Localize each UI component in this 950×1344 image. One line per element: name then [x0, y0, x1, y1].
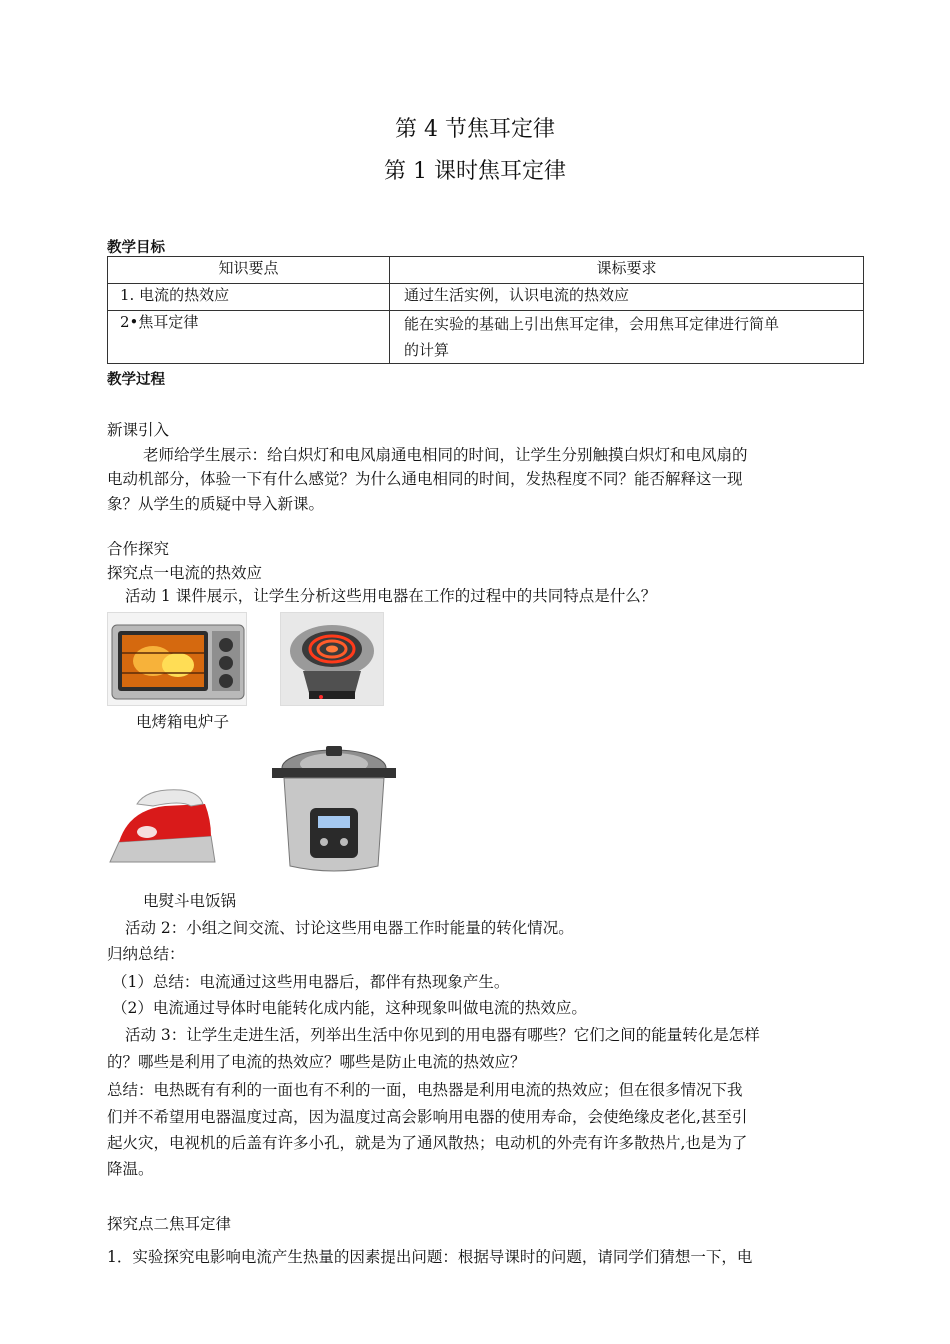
activity-3-cont: 的？哪些是利用了电流的热效应？哪些是防止电流的热效应？	[107, 1053, 526, 1071]
summary-2: （2）电流通过导体时电能转化成内能，这种现象叫做电流的热效应。	[112, 999, 587, 1017]
lesson-title: 第 1 课时焦耳定律	[384, 159, 566, 184]
goal-requirement: 通过生活实例，认识电流的热效应	[390, 284, 864, 311]
table-row	[108, 284, 864, 311]
goals-heading: 教学目标	[107, 240, 165, 256]
goals-table	[107, 256, 864, 364]
conclusion-line: 总结：电热既有有利的一面也有不利的一面，电热器是利用电流的热效应；但在很多情况下我	[107, 1081, 743, 1099]
intro-line: 电动机部分，体验一下有什么感觉？为什么通电相同的时间，发热程度不同？能否解释这一现	[107, 470, 743, 488]
goals-header-requirement: 课标要求	[390, 257, 864, 284]
goal-point: 1. 电流的热效应	[108, 284, 390, 311]
conclusion-line: 降温。	[107, 1160, 154, 1178]
activity-1: 活动 1 课件展示，让学生分析这些用电器在工作的过程中的共同特点是什么？	[125, 587, 657, 605]
goal-requirement: 能在实验的基础上引出焦耳定律，会用焦耳定律进行简单 的计算	[390, 311, 864, 364]
electric-stove-image	[280, 612, 384, 706]
explore-point-2: 探究点二焦耳定律	[107, 1215, 232, 1233]
activity-2: 活动 2：小组之间交流、讨论这些用电器工作时能量的转化情况。	[125, 919, 574, 937]
conclusion-line: 们并不希望用电器温度过高，因为温度过高会影响用电器的使用寿命，会使绝缘皮老化,甚至引	[107, 1108, 748, 1126]
rice-cooker-image	[268, 742, 400, 876]
goals-header-point: 知识要点	[108, 257, 390, 284]
electric-iron-image	[107, 776, 217, 872]
electric-oven-icon	[108, 613, 246, 705]
table-row	[108, 311, 864, 364]
electric-iron-icon	[107, 776, 217, 872]
explore-heading: 合作探究	[107, 540, 170, 558]
summary-1: （1）总结：电流通过这些用电器后，都伴有热现象产生。	[112, 973, 510, 991]
electric-oven-image	[107, 612, 247, 706]
caption-iron-cooker: 电熨斗电饭锅	[143, 892, 237, 910]
conclusion-line: 起火灾，电视机的后盖有许多小孔，就是为了通风散热；电动机的外壳有许多散热片,也是为了	[107, 1134, 748, 1152]
process-heading: 教学过程	[107, 372, 165, 388]
experiment-text: 1．实验探究电影响电流产生热量的因素提出问题：根据导课时的问题，请同学们猜想一下，电	[107, 1248, 753, 1266]
section-title: 第 4 节焦耳定律	[395, 117, 555, 142]
summary-heading: 归纳总结：	[107, 945, 185, 963]
intro-line: 老师给学生展示：给白炽灯和电风扇通电相同的时间，让学生分别触摸白炽灯和电风扇的	[143, 446, 748, 464]
activity-3: 活动 3：让学生走进生活，列举出生活中你见到的用电器有哪些？它们之间的能量转化是怎样	[125, 1026, 760, 1044]
explore-point-1: 探究点一电流的热效应	[107, 564, 263, 582]
rice-cooker-icon	[268, 742, 400, 876]
electric-stove-icon	[281, 613, 383, 705]
intro-line: 象？从学生的质疑中导入新课。	[107, 495, 325, 513]
intro-heading: 新课引入	[107, 421, 170, 439]
goal-point: 2•焦耳定律	[108, 311, 390, 364]
caption-oven-stove: 电烤箱电炉子	[136, 713, 230, 731]
